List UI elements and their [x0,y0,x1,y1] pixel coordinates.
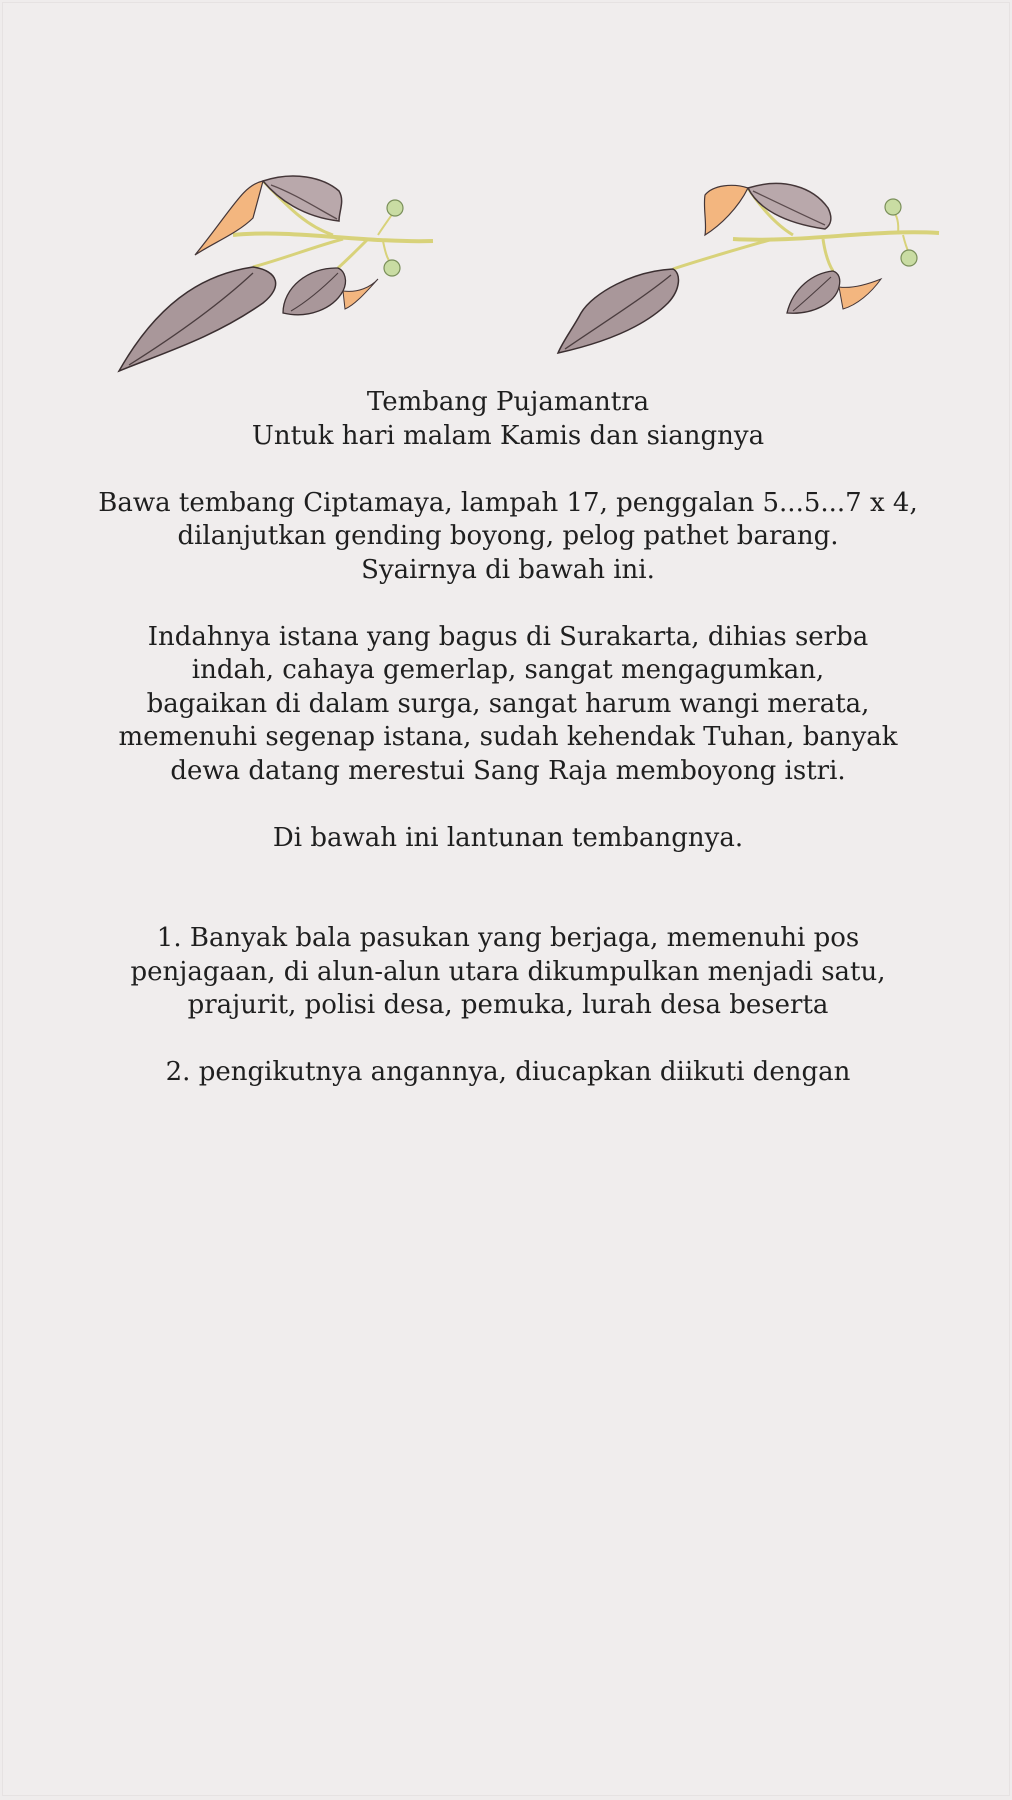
document-subtitle: Untuk hari malam Kamis dan siangnya [251,420,765,451]
document-body [63,386,953,1090]
verse-line: 2. pengikutnya angannya, diucapkan diikuti dengan [165,1057,851,1087]
translation-line: memenuhi segenap istana, sudah kehendak Tuhan, banyak [118,722,898,752]
intro-line: dilanjutkan gending boyong, pelog pathet barang. [177,521,839,551]
translation-line: dewa datang merestui Sang Raja memboyong istri. [170,755,846,786]
verse-line: penjagaan, di alun-alun utara dikumpulkan menjadi satu, [130,956,886,987]
document-page [2,2,1010,1796]
intro-line: Bawa tembang Ciptamaya, lampah 17, penggalan 5...5...7 x 4, [98,487,918,518]
translation-line: indah, cahaya gemerlap, sangat mengagumkan, [191,655,825,685]
right-branch-icon [558,183,939,353]
intro-line: Syairnya di bawah ini. [361,554,655,585]
leaf-ornament-icon [103,163,943,413]
verse-line: prajurit, polisi desa, pemuka, lurah desa beserta [187,990,829,1020]
verse-line: 1. Banyak bala pasukan yang berjaga, memenuhi pos [156,923,860,953]
lead-line: Di bawah ini lantunan tembangnya. [272,822,744,853]
document-title: Tembang Pujamantra [366,387,650,417]
left-branch-icon [119,176,433,371]
translation-line: Indahnya istana yang bagus di Surakarta, dihias serba [147,621,869,652]
translation-line: bagaikan di dalam surga, sangat harum wangi merata, [146,688,870,719]
